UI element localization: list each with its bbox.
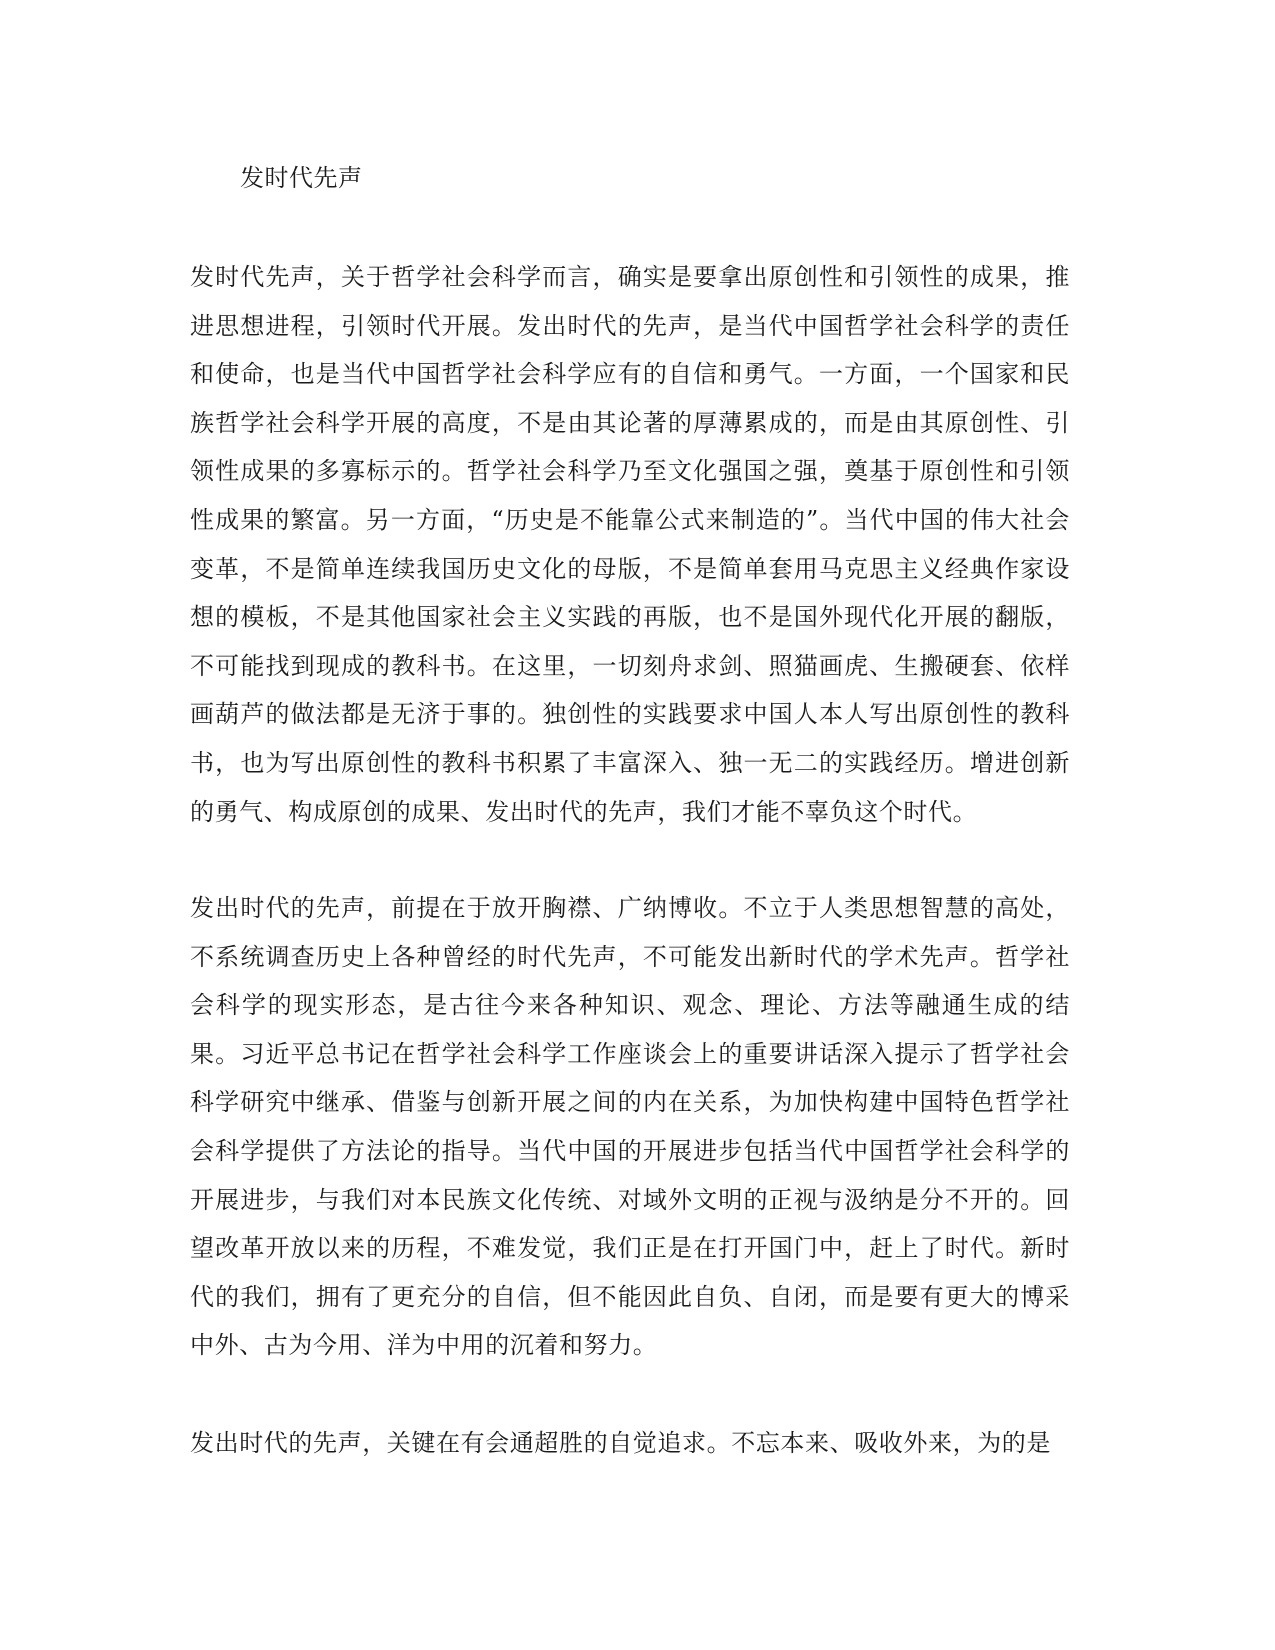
body-paragraph-1: 发时代先声，关于哲学社会科学而言，确实是要拿出原创性和引领性的成果，推进思想进程，引领时代开展。发出时代的先声，是当代中国哲学社会科学的责任和使命，也是当代中国哲学社会科学应有的自信和勇气。一方面，一个国家和民族哲学社会科学开展的高度，不是由其论著的厚薄累成的，而是由其原创性、引领性成果的多寡标示的。哲学社会科学乃至文化强国之强，奠基于原创性和引领性成果的繁富。另一方面，“历史是不能靠公式来制造的”。当代中国的伟大社会变革，不是简单连续我国历史文化的母版，不是简单套用马克思主义经典作家设想的模板，不是其他国家社会主义实践的再版，也不是国外现代化开展的翻版，不可能找到现成的教科书。在这里，一切刻舟求剑、照猫画虎、生搬硬套、依样画葫芦的做法都是无济于事的。独创性的实践要求中国人本人写出原创性的教科书，也为写出原创性的教科书积累了丰富深入、独一无二的实践经历。增进创新的勇气、构成原创的成果、发出时代的先声，我们才能不辜负这个时代。 xyxy=(190,263,1070,826)
document-title: 发时代先声 xyxy=(240,164,363,192)
body-paragraph-3: 发出时代的先声，关键在有会通超胜的自觉追求。不忘本来、吸收外来，为的是 xyxy=(190,1429,1051,1457)
body-paragraph-2: 发出时代的先声，前提在于放开胸襟、广纳博收。不立于人类思想智慧的高处，不系统调查历史上各种曾经的时代先声，不可能发出新时代的学术先声。哲学社会科学的现实形态，是古往今来各种知识、观念、理论、方法等融通生成的结果。习近平总书记在哲学社会科学工作座谈会上的重要讲话深入提示了哲学社会科学研究中继承、借鉴与创新开展之间的内在关系，为加快构建中国特色哲学社会科学提供了方法论的指导。当代中国的开展进步包括当代中国哲学社会科学的开展进步，与我们对本民族文化传统、对域外文明的正视与汲纳是分不开的。回望改革开放以来的历程，不难发觉，我们正是在打开国门中，赶上了时代。新时代的我们，拥有了更充分的自信，但不能因此自负、自闭，而是要有更大的博采中外、古为今用、洋为中用的沉着和努力。 xyxy=(190,894,1070,1360)
